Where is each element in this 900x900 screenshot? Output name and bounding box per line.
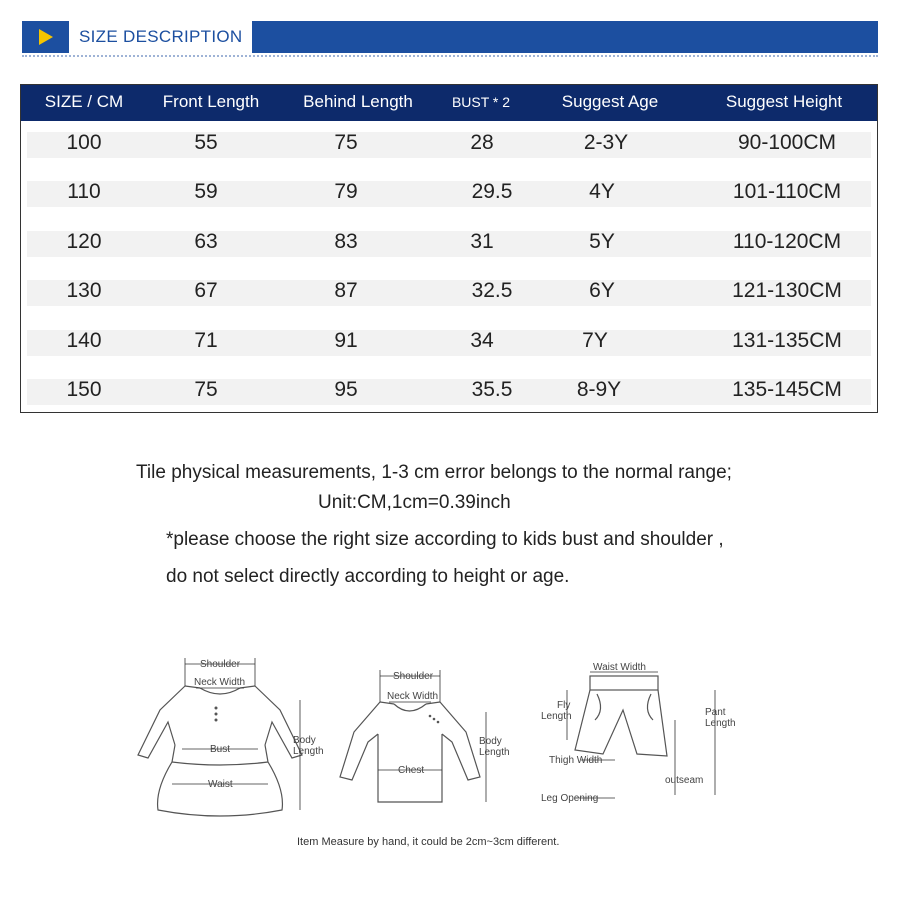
table-cell: 75	[194, 378, 218, 401]
section-title: SIZE DESCRIPTION	[79, 27, 243, 46]
table-cell: 5Y	[589, 230, 615, 253]
size-table	[20, 84, 878, 413]
table-cell: 110-120CM	[732, 230, 842, 253]
table-row	[27, 132, 871, 158]
shirt-body-label: Body	[479, 736, 502, 747]
dress-body-label: Body	[293, 735, 316, 746]
shirt-shoulder-label: Shoulder	[393, 671, 434, 682]
pants-waist-width-label: Waist Width	[593, 662, 646, 673]
column-header: Suggest Height	[725, 92, 843, 111]
table-cell: 75	[334, 131, 358, 154]
play-triangle-icon	[22, 21, 69, 53]
table-cell: 101-110CM	[732, 180, 842, 203]
table-cell: 91	[334, 329, 358, 352]
column-header: SIZE / CM	[44, 92, 124, 111]
pants-fly-length-label: Length	[541, 711, 572, 722]
table-row	[27, 280, 871, 306]
note-do-not-select: do not select directly according to height or age.	[166, 566, 570, 587]
dress-length-label: Length	[293, 746, 324, 757]
table-cell: 28	[470, 131, 494, 154]
pants-outseam-label: outseam	[665, 775, 704, 786]
table-cell: 32.5	[471, 279, 513, 302]
table-cell: 140	[66, 329, 102, 352]
measure-by-hand-footnote: Item Measure by hand, it could be 2cm~3cm different.	[297, 836, 560, 848]
table-cell: 90-100CM	[737, 131, 837, 154]
dress-bust-label: Bust	[210, 744, 231, 755]
table-cell: 121-130CM	[732, 279, 842, 302]
dress-measurement-diagram	[130, 650, 340, 830]
pants-measurement-diagram	[535, 660, 755, 820]
note-choose-size: *please choose the right size according to kids bust and shoulder ,	[166, 529, 724, 550]
shirt-measurement-diagram	[334, 662, 524, 812]
table-cell: 150	[66, 378, 102, 401]
shirt-length-label: Length	[479, 747, 510, 758]
header-dotted-divider	[22, 55, 878, 57]
section-header-tab	[22, 21, 252, 53]
table-cell: 8-9Y	[576, 378, 622, 401]
table-cell: 120	[66, 230, 102, 253]
table-cell: 79	[334, 180, 358, 203]
column-header: Suggest Age	[561, 92, 659, 111]
table-cell: 35.5	[471, 378, 513, 401]
table-cell: 71	[194, 329, 218, 352]
table-cell: 2-3Y	[583, 131, 629, 154]
pants-leg-opening-label: Leg Opening	[541, 793, 599, 804]
table-cell: 29.5	[471, 180, 513, 203]
table-cell: 59	[194, 180, 218, 203]
table-row	[27, 181, 871, 207]
table-cell: 7Y	[582, 329, 608, 352]
pants-pant-label: Pant	[705, 707, 726, 718]
dress-shoulder-label: Shoulder	[200, 659, 241, 670]
table-cell: 34	[470, 329, 494, 352]
pants-pant-length-label: Length	[705, 718, 736, 729]
table-header	[21, 85, 877, 121]
shirt-chest-label: Chest	[398, 765, 425, 776]
column-header: Front Length	[162, 92, 260, 111]
column-header: Behind Length	[303, 92, 413, 111]
table-cell: 100	[66, 131, 102, 154]
table-cell: 110	[67, 180, 101, 203]
pants-thigh-width-label: Thigh Width	[549, 755, 603, 766]
note-measurement-error: Tile physical measurements, 1-3 cm error belongs to the normal range;	[136, 462, 732, 483]
shirt-neck-width-label: Neck Width	[387, 691, 439, 702]
table-row	[27, 330, 871, 356]
table-cell: 135-145CM	[732, 378, 842, 401]
table-cell: 31	[470, 230, 494, 253]
table-cell: 83	[334, 230, 358, 253]
table-cell: 4Y	[589, 180, 615, 203]
table-cell: 131-135CM	[732, 329, 842, 352]
pants-fly-label: Fly	[557, 700, 571, 711]
dress-waist-label: Waist	[208, 779, 233, 790]
table-cell: 87	[334, 279, 358, 302]
table-cell: 6Y	[589, 279, 615, 302]
table-cell: 130	[66, 279, 102, 302]
table-cell: 55	[194, 131, 218, 154]
note-unit: Unit:CM,1cm=0.39inch	[318, 492, 511, 513]
section-header-bar	[22, 21, 878, 53]
table-cell: 67	[194, 279, 218, 302]
table-cell: 63	[194, 230, 218, 253]
table-row	[27, 231, 871, 257]
dress-neck-width-label: Neck Width	[194, 677, 246, 688]
table-cell: 95	[334, 378, 358, 401]
table-row	[27, 379, 871, 405]
column-header: BUST * 2	[451, 94, 511, 110]
